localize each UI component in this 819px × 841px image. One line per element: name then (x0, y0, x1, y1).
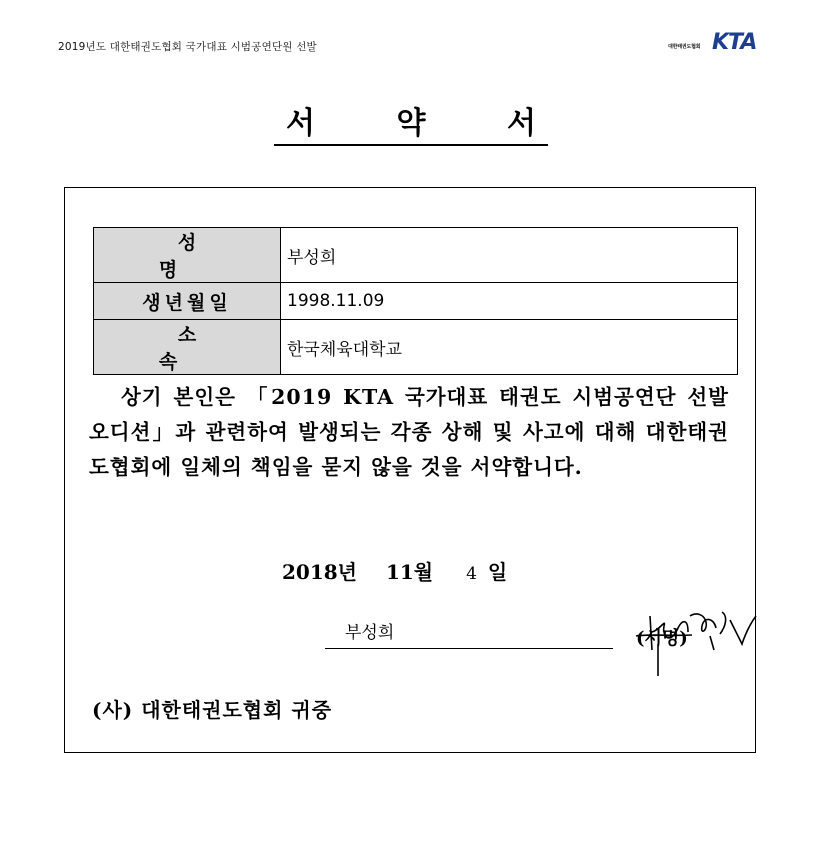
info-table (93, 227, 738, 375)
signature-underline (325, 648, 613, 649)
header-note: 2019년도 대한태권도협회 국가대표 시범공연단원 선발 (58, 41, 317, 53)
seal-label: (서명) (636, 628, 688, 649)
date-day-number: 4 (466, 564, 477, 584)
date-year: 2018년 (282, 560, 357, 584)
title-char-2: 약 (396, 106, 426, 141)
label-birthdate: 생년월일 (94, 283, 281, 320)
label-affiliation: 소 속 (94, 320, 281, 375)
signer-name: 부성희 (345, 623, 395, 643)
date-line (282, 556, 511, 585)
addressee-organization: (사) 대한태권도협회 귀중 (92, 698, 333, 722)
value-birthdate: 1998.11.09 (281, 283, 738, 320)
document-title (274, 96, 548, 146)
label-name: 성 명 (94, 228, 281, 283)
date-month: 11월 (385, 560, 434, 584)
info-row-birthdate (94, 283, 738, 320)
kta-logo (668, 30, 764, 58)
value-name: 부성희 (281, 228, 738, 283)
logo-text: KTA (712, 30, 757, 55)
info-row-affiliation (94, 320, 738, 375)
title-char-3: 서 (507, 106, 536, 141)
title-char-1: 서 (286, 106, 315, 141)
handwritten-signature (630, 606, 760, 682)
logo-small-text: 대한태권도협회 (668, 44, 701, 50)
pledge-text (89, 380, 729, 485)
value-affiliation: 한국체육대학교 (281, 320, 738, 375)
pledge-body: 상기 본인은 「2019 KTA 국가대표 태권도 시범공연단 선발 오디션」과 관련하여 발생되는 각종 상해 및 사고에 대해 대한태권도협회에 일체의 책임을 묻지 않을 것을 서약합니다. (89, 385, 729, 479)
date-day-unit: 일 (487, 560, 508, 584)
info-row-name (94, 228, 738, 283)
